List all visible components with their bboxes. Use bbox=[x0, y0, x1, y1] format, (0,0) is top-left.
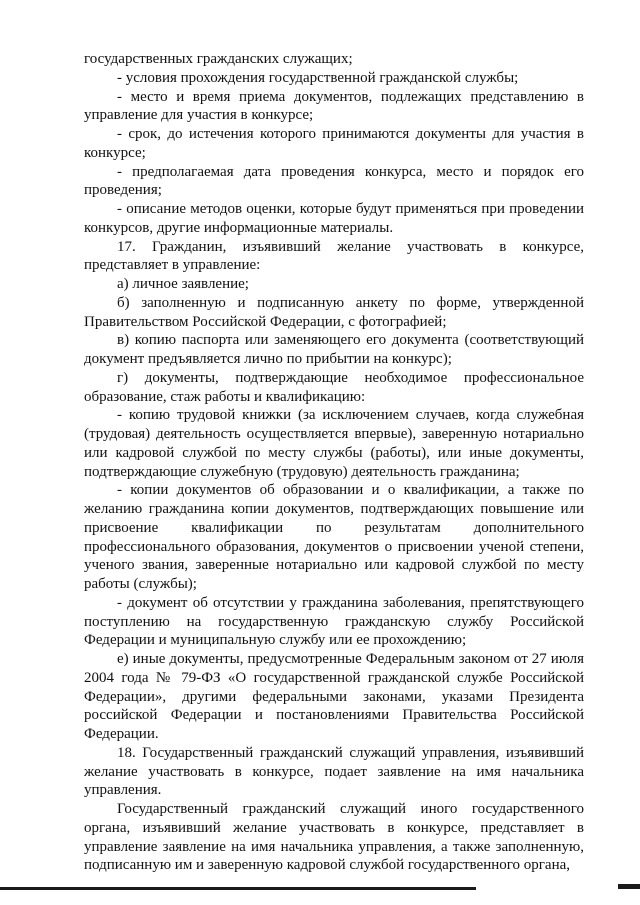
paragraph: - документ об отсутствии у гражданина заболевания, препятствующего поступлению на государственную гражданскую службу Российской Федерации и муниципальную службу или ее прохождению; bbox=[84, 594, 584, 649]
paragraph: - описание методов оценки, которые будут применяться при проведении конкурсов, другие информационные материалы. bbox=[84, 201, 584, 236]
paragraph: - предполагаемая дата проведения конкурса, место и порядок его проведения; bbox=[84, 163, 584, 199]
paragraph: - копии документов об образовании и о квалификации, а также по желанию гражданина копии документов, подтверждающих повышение или присвоение квалификации по результатам дополнительного профессионального образования, документов о присвоении ученой степени, ученого звания, заверенные нотариально или кадровой службой по месту работы (службы); bbox=[84, 482, 584, 592]
paragraph: - срок, до истечения которого принимаются документы для участия в конкурсе; bbox=[84, 126, 584, 161]
document-page bbox=[84, 50, 584, 875]
paragraph: государственных гражданских служащих; bbox=[84, 51, 353, 67]
paragraph: е) иные документы, предусмотренные Федеральным законом от 27 июля 2004 года № 79-ФЗ «О государственной гражданской службе Российской Федерации», другими федеральными законами, указами Президента российской Федерации и постановлениями Правительства Российской Федерации. bbox=[84, 651, 584, 742]
paragraph: 17. Гражданин, изъявивший желание участвовать в конкурсе, представляет в управление: bbox=[84, 238, 584, 274]
bottom-rule-divider bbox=[0, 887, 476, 890]
paragraph: - место и время приема документов, подлежащих представлению в управление для участия в конкурсе; bbox=[84, 88, 584, 124]
paragraph: а) личное заявление; bbox=[117, 276, 249, 292]
page-edge-mark bbox=[618, 884, 640, 889]
paragraph: б) заполненную и подписанную анкету по форме, утвержденной Правительством Российской Федерации, с фотографией; bbox=[84, 294, 584, 330]
paragraph: - условия прохождения государственной гражданской службы; bbox=[117, 69, 519, 86]
paragraph: - копию трудовой книжки (за исключением случаев, когда служебная (трудовая) деятельность осуществляется впервые), заверенную нотариально или кадровой службой по месту службы (работы), или иные документы, подтверждающие служебную (трудовую) деятельность гражданина; bbox=[84, 407, 584, 480]
paragraph: в) копию паспорта или заменяющего его документа (соответствующий документ предъявляется лично по прибытии на конкурс); bbox=[84, 332, 584, 367]
paragraph: Государственный гражданский служащий иного государственного органа, изъявивший желание участвовать в конкурсе, представляет в управление заявление на имя начальника управления, а также заполненную, подписанную им и заверенную кадровой службой государственного органа, bbox=[84, 801, 584, 874]
paragraph: 18. Государственный гражданский служащий управления, изъявивший желание участвовать в конкурсе, подает заявление на имя начальника управления. bbox=[84, 744, 584, 799]
paragraph: г) документы, подтверждающие необходимое профессиональное образование, стаж работы и квалификацию: bbox=[84, 369, 584, 405]
